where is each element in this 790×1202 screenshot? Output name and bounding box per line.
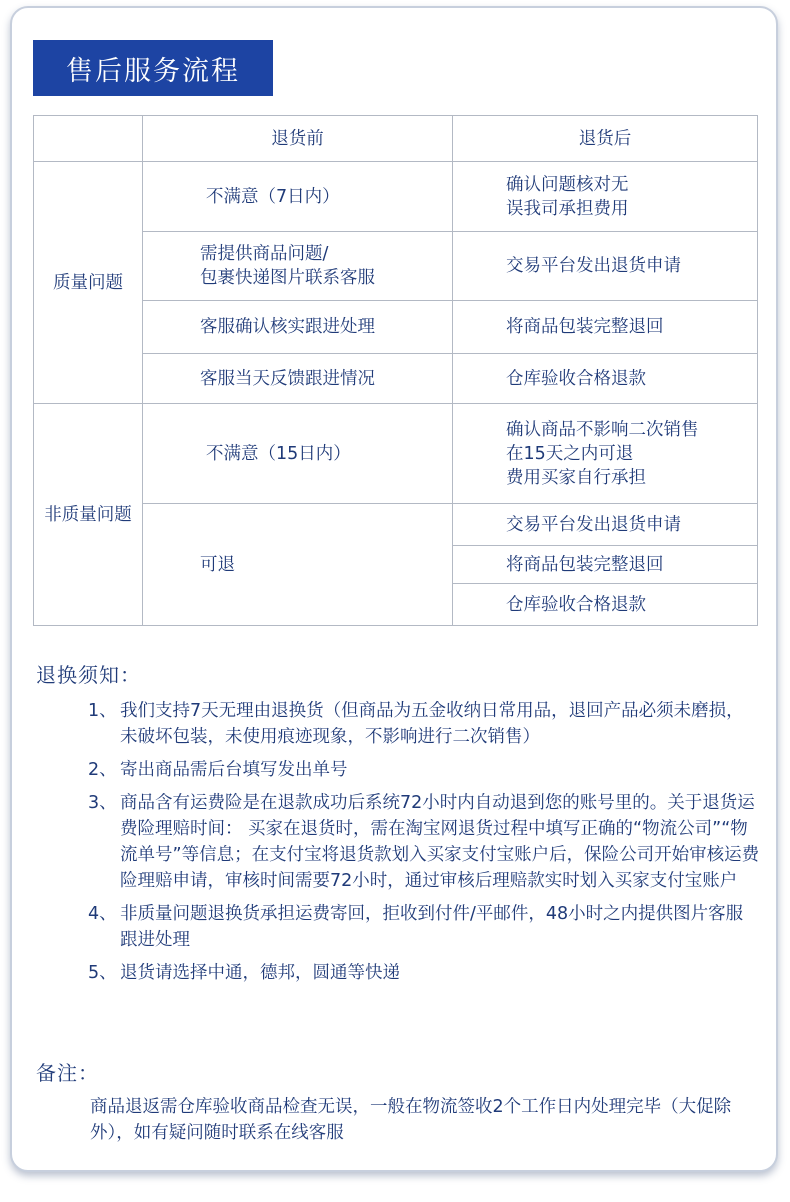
after-cell: 交易平台发出退货申请 <box>453 504 758 546</box>
after-cell: 将商品包装完整退回 <box>453 301 758 354</box>
table-row <box>34 232 758 301</box>
list-item-number: 4、 <box>88 904 117 924</box>
list-item <box>88 901 760 953</box>
header-before: 退货前 <box>143 116 453 162</box>
category-nonquality: 非质量问题 <box>34 404 143 626</box>
after-cell <box>453 404 758 504</box>
list-item <box>88 790 760 894</box>
table-row <box>34 354 758 404</box>
header-blank-cell <box>34 116 143 162</box>
page-title-text: 售后服务流程 <box>66 55 240 87</box>
table-row <box>34 404 758 504</box>
before-cell: 客服确认核实跟进处理 <box>143 301 453 354</box>
after-line: 确认商品不影响二次销售 <box>506 419 699 440</box>
list-item-number: 1、 <box>88 701 117 721</box>
after-cell: 仓库验收合格退款 <box>453 584 758 626</box>
after-cell: 将商品包装完整退回 <box>453 546 758 584</box>
list-item-text: 非质量问题退换货承担运费寄回，拒收到付件/平邮件，48小时之内提供图片客服跟进处理 <box>120 904 744 950</box>
before-cell: 客服当天反馈跟进情况 <box>143 354 453 404</box>
table-row <box>34 301 758 354</box>
after-line: 在15天之内可退 <box>506 443 634 464</box>
list-item-text: 商品含有运费险是在退款成功后系统72小时内自动退到您的账号里的。关于退货运费险理赔时间： 买家在退货时，需在淘宝网退货过程中填写正确的“物流公司”“物流单号”等信息；在支付宝将退货款划入买家支付宝账户后，保险公司开始审核运费险理赔申请，审核时间需要72小时，通过审核后理赔款实时划入买家支付宝账户 <box>120 793 760 891</box>
before-cell <box>143 232 453 301</box>
list-item-number: 5、 <box>88 963 117 983</box>
before-line: 包裹快递图片联系客服 <box>200 268 375 288</box>
table-row <box>34 504 758 546</box>
list-item <box>88 698 760 750</box>
table-row <box>34 162 758 232</box>
list-item-text: 我们支持7天无理由退换货（但商品为五金收纳日常用品，退回产品必须未磨损，未破坏包装，未使用痕迹现象，不影响进行二次销售） <box>120 701 744 747</box>
after-line: 误我司承担费用 <box>506 198 629 219</box>
before-line: 需提供商品问题/ <box>200 244 329 264</box>
notice-title: 退换须知： <box>36 663 141 687</box>
list-item-text: 寄出商品需后台填写发出单号 <box>120 760 348 780</box>
before-cell-returnable: 可退 <box>143 504 453 626</box>
category-quality: 质量问题 <box>34 162 143 404</box>
remark-title: 备注： <box>36 1061 99 1085</box>
after-cell: 仓库验收合格退款 <box>453 354 758 404</box>
list-item <box>88 960 760 986</box>
list-item <box>88 757 760 783</box>
before-cell: 不满意（7日内） <box>143 162 453 232</box>
after-sales-table <box>33 115 758 626</box>
after-line: 费用买家自行承担 <box>506 467 646 488</box>
after-line: 确认问题核对无 <box>506 174 629 195</box>
header-after: 退货后 <box>453 116 758 162</box>
page-title <box>33 40 273 96</box>
notice-list <box>88 698 760 993</box>
before-cell: 不满意（15日内） <box>143 404 453 504</box>
list-item-number: 2、 <box>88 760 117 780</box>
remark-text: 商品退返需仓库验收商品检查无误，一般在物流签收2个工作日内处理完毕（大促除外），如有疑问随时联系在线客服 <box>90 1097 732 1143</box>
after-cell <box>453 162 758 232</box>
list-item-text: 退货请选择中通，德邦，圆通等快递 <box>120 963 400 983</box>
after-cell: 交易平台发出退货申请 <box>453 232 758 301</box>
list-item-number: 3、 <box>88 793 117 813</box>
table-header-row <box>34 116 758 162</box>
